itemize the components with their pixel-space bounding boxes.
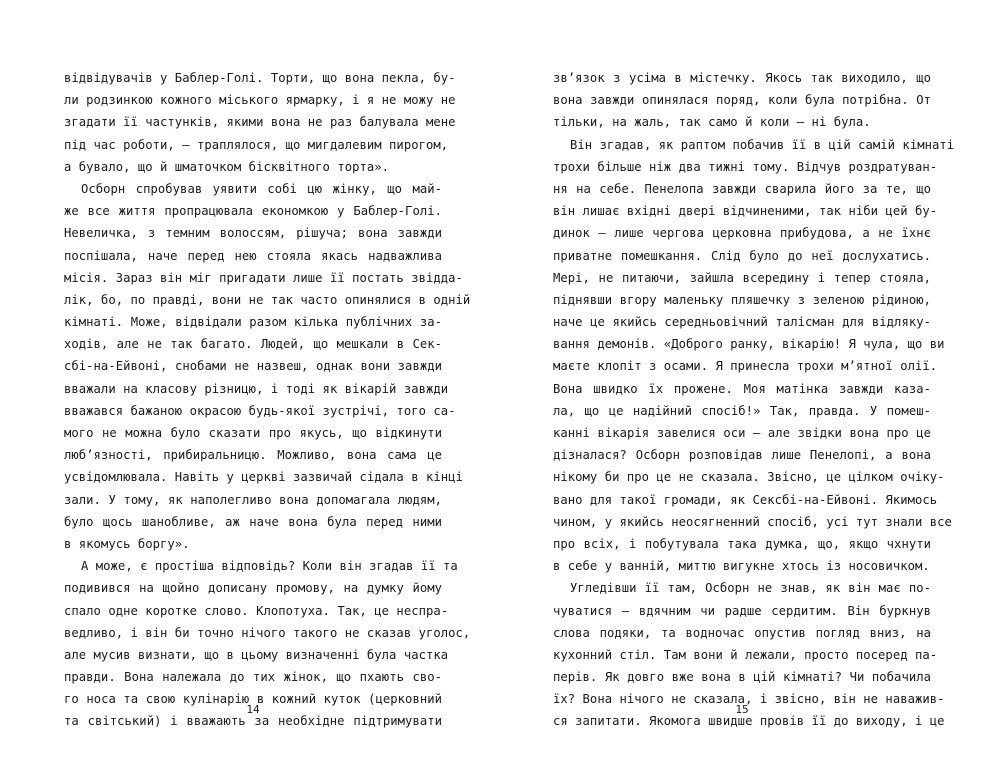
left-page — [64, 0, 471, 762]
text-line: Угледівши її там, Осборн не знав, як він має по- — [570, 581, 931, 596]
right-page-text — [553, 67, 955, 733]
text-line: приватне помешкання. Слід було до неї дослухатись. — [553, 248, 931, 263]
text-line: же все життя пропрацювала економкою у Баблер-Голі. — [64, 204, 442, 219]
text-line: було щось шанобливе, аж наче вона була перед ними — [64, 514, 442, 529]
text-line: усвідомлювала. Навіть у церкві зазвичай сідала в кінці — [64, 470, 463, 485]
text-line: вона завжди опинялася поряд, коли була потрібна. От — [553, 93, 931, 108]
text-line: ли родзинкою кожного міського ярмарку, і я не можу не — [64, 93, 456, 108]
text-line: ня на себе. Пенелопа завжди сварила його за те, що — [553, 181, 931, 196]
text-line: маєте клопіт з осами. Я принесла трохи м’ятної олії. — [553, 359, 938, 374]
text-line: вання демонів. «Доброго ранку, вікарію! Я чула, що ви — [553, 337, 945, 352]
text-line: ла, що це надійний спосіб!» Так, правда. У помеш- — [553, 403, 931, 418]
text-line: ходів, але не так багато. Людей, що мешкали в Сек- — [64, 337, 442, 352]
text-line: А може, є простіша відповідь? Коли він згадав її та — [81, 559, 458, 574]
text-line: лік, бо, по правді, вони не так часто опинялися в одній — [64, 292, 471, 307]
text-line: Він згадав, як раптом побачив її в цій самій кімнаті — [570, 137, 955, 152]
text-line: кухонний стіл. Там вони й лежали, просто посеред па- — [553, 647, 938, 662]
text-line: ся запитати. Якомога швидше провів її до виходу, і це — [553, 714, 945, 729]
text-line: їх? Вона нічого не сказала, і звісно, він не наважив- — [553, 692, 945, 707]
text-line: відвідувачів у Баблер-Голі. Торти, що вона пекла, бу- — [64, 71, 456, 85]
text-line: го носа та свою кулінарію в кожний куток (церковний — [64, 692, 442, 707]
text-line: Вона швидко їх прожене. Моя матінка завжди каза- — [553, 381, 931, 396]
text-line: трохи більше ніж два тижні тому. Відчув роздратуван- — [553, 159, 938, 174]
text-line: канні вікарія завелися оси — але звідки вона про це — [553, 426, 931, 440]
right-page — [553, 0, 955, 762]
text-line: вважали на класову різницю, і тоді як вікарій завжди — [64, 381, 449, 396]
text-line: поспішала, наче перед нею стояла якась надважлива — [64, 248, 442, 263]
text-line: подивився на щойно дописану промову, на думку йому — [64, 581, 442, 596]
text-line: Невеличка, з темним волоссям, рішуча; вона завжди — [64, 226, 442, 241]
text-line: він лишає вхідні двері відчиненими, так ніби цей бу- — [553, 204, 938, 219]
text-line: але мусив визнати, що в цьому визначенні була частка — [64, 647, 449, 662]
text-line: слова подяки, та водночас опустив погляд вниз, на — [553, 625, 931, 640]
text-line: під час роботи, — траплялося, що мигдалевим пирогом, — [64, 137, 449, 152]
text-line: люб’язності, прибиральницю. Можливо, вона сама це — [64, 448, 442, 463]
text-line: перів. Як довго вже вона в цій кімнаті? Чи побачила — [553, 670, 931, 685]
text-line: а бувало, що й шматочком бісквітного торта». — [64, 159, 390, 174]
text-line: та світський) і вважають за необхідне підтримувати — [64, 714, 442, 729]
text-line: Осборн спробував уявити собі цю жінку, що май- — [81, 181, 442, 196]
text-line: місія. Зараз він міг пригадати лише її постать звідда- — [64, 270, 463, 285]
text-line: мого не можна було сказати про якусь, що відкинути — [64, 426, 442, 440]
text-line: кімнаті. Може, відвідали разом кілька публічних за- — [64, 315, 442, 330]
text-line: про всіх, і побутувала така думка, що, якщо чхнути — [553, 536, 931, 551]
text-line: зали. У тому, як наполегливо вона допомагала людям, — [64, 492, 442, 507]
page-number-left: 14 — [246, 703, 260, 716]
text-line: згадати її частунків, якими вона не раз балувала мене — [64, 115, 456, 130]
text-line: наче це якийсь середньовічний талісман для відляку- — [553, 315, 931, 330]
text-line: чуватися — вдячним чи радше сердитим. Він буркнув — [553, 603, 931, 618]
text-line: правди. Вона належала до тих жінок, що пхають сво- — [64, 670, 442, 685]
text-line: ведливо, і він би точно нічого такого не сказав уголос, — [64, 625, 471, 640]
text-line: зв’язок з усіма в містечку. Якось так виходило, що — [553, 71, 931, 85]
left-page-text — [64, 67, 471, 733]
text-line: вано для такої громади, як Сексбі-на-Ейвоні. Якимось — [553, 492, 938, 507]
text-line: нікому би про це не сказала. Звісно, це цілком очіку- — [553, 470, 945, 485]
text-line: чином, у якийсь неосягненний спосіб, усі тут знали все — [553, 514, 952, 529]
text-line: тільки, на жаль, так само й коли — ні була. — [553, 115, 871, 130]
text-line: сбі-на-Ейвоні, снобами не назвеш, однак вони завжди — [64, 359, 442, 374]
text-line: піднявши вгору маленьку пляшечку з зеленою рідиною, — [553, 292, 931, 307]
text-line: Мері, не питаючи, зайшла всередину і тепер стояла, — [553, 270, 931, 285]
text-line: в себе у ванній, миттю вигукне хтось із носовичком. — [553, 559, 930, 574]
text-line: спало одне коротке слово. Клопотуха. Так, це неспра- — [64, 603, 449, 618]
text-line: вважався бажаною окрасою будь-якої зустрічі, того са- — [64, 403, 456, 418]
text-line: в якомусь боргу». — [64, 536, 190, 551]
page-number-right: 15 — [735, 703, 749, 716]
text-line: дізналася? Осборн розповідав лише Пенелопі, а вона — [553, 448, 931, 463]
text-line: динок — лише чергова церковна прибудова, а не їхнє — [553, 226, 931, 241]
